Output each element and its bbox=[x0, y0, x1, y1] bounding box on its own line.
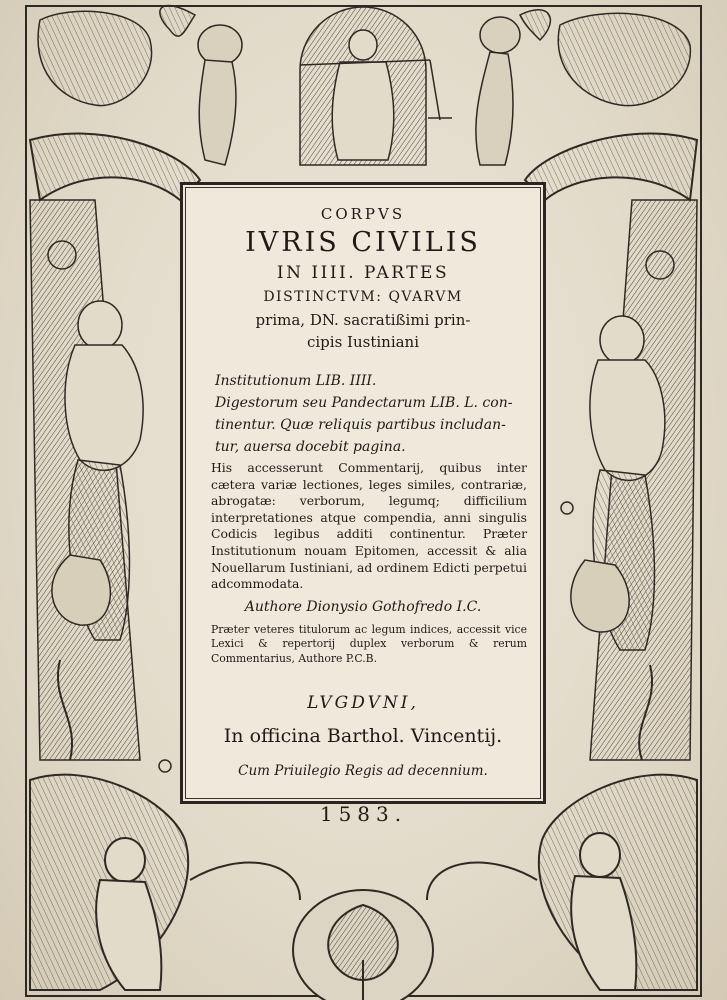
left-caryatid bbox=[30, 200, 171, 772]
author-line: Authore Dionysio Gothofredo I.C. bbox=[244, 599, 482, 615]
praeter-paragraph: Præter veteres titulorum ac legum indices, accessit vice Lexici & repertorij duplex verborum & rerum Commentarius, Authore P.C.B. bbox=[211, 623, 527, 665]
title-partes: IN IIII. PARTES bbox=[276, 263, 450, 283]
contents-continentur: tinentur. Quæ reliquis partibus includan- bbox=[215, 417, 506, 433]
commentary-paragraph: His accesserunt Commentarij, quibus inter cætera variæ lectiones, leges similes, contrariæ, abrogatæ: verborum, legumq; difficilium interpretationes atque compendia, anni singulis Codicis legibus additi continentur. Præter Institutionum nouam Epitomen, accessit & alia Nouellarum Iustiniani, ad ordinem Edicti perpetui adcommodata. bbox=[211, 460, 527, 592]
contents-digestorum: Digestorum seu Pandectarum LIB. L. con- bbox=[215, 395, 513, 411]
imprint-place: LVGDVNI, bbox=[307, 693, 419, 713]
imprint-year: 1583. bbox=[319, 802, 408, 826]
justice-medallion bbox=[300, 7, 452, 165]
title-distinctum: DISTINCTVM: QVARVM bbox=[263, 289, 463, 305]
title-prima: prima, DN. sacratißimi prin- bbox=[255, 311, 471, 329]
contents-institutionum: Institutionum LIB. IIII. bbox=[215, 373, 377, 389]
title-corpus: CORPVS bbox=[320, 205, 406, 223]
right-caryatid bbox=[561, 200, 697, 760]
title-iustiniani: cipis Iustiniani bbox=[306, 333, 420, 351]
imprint-privilege: Cum Priuilegio Regis ad decennium. bbox=[238, 763, 488, 779]
title-iuris-civilis: IVRIS CIVILIS bbox=[245, 227, 481, 258]
imprint-printer: In officina Barthol. Vincentij. bbox=[223, 725, 503, 747]
title-panel bbox=[180, 182, 546, 804]
contents-auersa: tur, auersa docebit pagina. bbox=[215, 439, 406, 455]
